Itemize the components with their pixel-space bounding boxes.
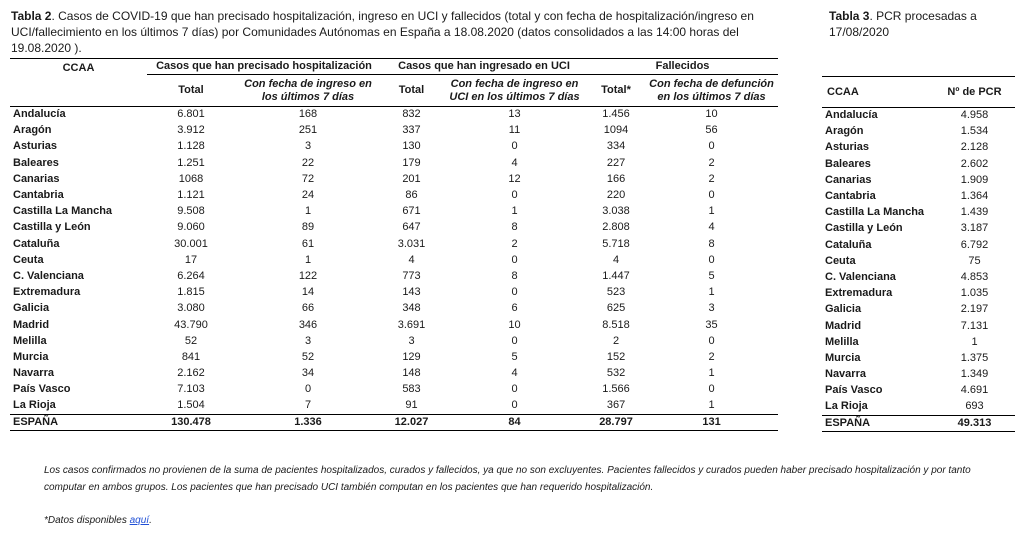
hosp-total-cell: 9.060 <box>177 221 205 234</box>
hosp-total-cell: 130.478 <box>147 414 235 430</box>
ccaa-cell: Navarra <box>13 367 54 380</box>
table-row <box>822 156 1015 172</box>
footnote-data-source <box>44 515 152 526</box>
hosp-total-cell: 43.790 <box>174 318 208 331</box>
uci-7d-cell: 11 <box>508 124 521 137</box>
table3-caption <box>829 8 1009 40</box>
fall-total-cell: 152 <box>606 350 626 363</box>
ccaa-header: CCAA <box>10 59 147 107</box>
table-row <box>10 268 778 284</box>
footnote-explanation: Los casos confirmados no provienen de la suma de pacientes hospitalizados, curados y fallecidos, ya que no son excluyentes. Pacientes fallecidos y curados pueden haber precisado hospitalización y por tanto computar en ambos grupos. Los pacientes que han precisado UCI también computan en los pacientes que han requerido hospitalización. <box>44 465 971 493</box>
fall-total-cell: 227 <box>606 156 626 169</box>
pcr-count-cell: 1 <box>971 335 978 348</box>
hosp-7d-header: Con fecha de ingreso en los últimos 7 días <box>235 75 381 107</box>
hosp-7d-cell: 1 <box>304 205 312 218</box>
uci-total-header: Total <box>381 75 442 107</box>
hosp-total-cell: 6.801 <box>177 108 205 121</box>
uci-total-cell: 4 <box>408 253 415 266</box>
ccaa-cell: Murcia <box>13 350 49 363</box>
uci-7d-cell: 0 <box>511 286 518 299</box>
uci-total-cell: 773 <box>402 269 421 282</box>
table-row <box>822 108 1015 124</box>
table-row <box>10 187 778 203</box>
ccaa-cell: Extremadura <box>825 287 893 300</box>
pcr-count-cell: 1.349 <box>960 368 989 381</box>
hosp-total-cell: 7.103 <box>177 383 205 396</box>
ccaa-cell: Canarias <box>13 172 60 185</box>
pcr-count-cell: 2.128 <box>960 141 989 154</box>
ccaa-cell: Aragón <box>825 125 864 138</box>
ccaa-cell: C. Valenciana <box>13 269 84 282</box>
hosp-total-cell: 1.128 <box>177 140 205 153</box>
table-row <box>822 140 1015 156</box>
hosp-7d-cell: 34 <box>301 367 315 380</box>
uci-total-cell: 91 <box>405 399 418 412</box>
pcr-count-cell: 3.187 <box>960 222 989 235</box>
pcr-count-cell: 4.958 <box>960 109 989 122</box>
hosp-total-cell: 2.162 <box>177 367 205 380</box>
table-row <box>10 171 778 187</box>
table-row <box>10 123 778 139</box>
table-row <box>822 383 1015 399</box>
hosp-7d-cell: 346 <box>298 318 318 331</box>
table-row <box>10 252 778 268</box>
fall-total-cell: 28.797 <box>587 414 645 430</box>
pcr-count-cell: 1.534 <box>960 125 989 138</box>
fall-7d-cell: 1 <box>708 367 715 380</box>
hosp-total-cell: 841 <box>181 350 201 363</box>
uci-total-cell: 201 <box>402 172 421 185</box>
fall-total-cell: 1.456 <box>602 108 630 121</box>
uci-7d-cell: 5 <box>511 350 518 363</box>
fall-total-cell: 166 <box>606 172 626 185</box>
table-row <box>10 398 778 414</box>
hosp-total-cell: 1.121 <box>177 189 205 202</box>
pcr-count-cell: 1.035 <box>960 287 989 300</box>
fall-7d-cell: 4 <box>708 221 715 234</box>
table3-label: Tabla 3 <box>829 9 870 23</box>
uci-total-cell: 3.691 <box>397 318 426 331</box>
table-row <box>822 237 1015 253</box>
hosp-total-header: Total <box>147 75 235 107</box>
fall-7d-cell: 0 <box>708 253 715 266</box>
fall-7d-cell: 0 <box>708 383 715 396</box>
table-row <box>10 236 778 252</box>
fall-7d-header: Con fecha de defunción en los últimos 7 días <box>645 75 778 107</box>
ccaa-cell: Galicia <box>13 302 50 315</box>
hosp-7d-cell: 0 <box>304 383 312 396</box>
table-row <box>822 318 1015 334</box>
fall-total-cell: 2.808 <box>602 221 630 234</box>
uci-7d-cell: 4 <box>511 156 518 169</box>
table-row <box>10 220 778 236</box>
ccaa-cell: Melilla <box>13 334 47 347</box>
fall-total-header: Total* <box>587 75 645 107</box>
table-row <box>10 204 778 220</box>
fall-total-cell: 1.566 <box>602 383 630 396</box>
fall-total-cell: 367 <box>606 399 626 412</box>
footnote-prefix: *Datos disponibles <box>44 515 130 526</box>
fall-total-cell: 4 <box>612 253 620 266</box>
table-row <box>10 301 778 317</box>
total-row <box>10 414 778 430</box>
ccaa-cell: Madrid <box>13 318 50 331</box>
table-row <box>822 399 1015 415</box>
ccaa-cell: Aragón <box>13 124 52 137</box>
table-row <box>10 317 778 333</box>
table-row <box>822 205 1015 221</box>
hosp-7d-cell: 72 <box>301 172 315 185</box>
uci-7d-cell: 0 <box>511 399 518 412</box>
fall-7d-cell: 0 <box>708 189 715 202</box>
table2-caption <box>11 8 781 56</box>
uci-total-cell: 148 <box>402 367 421 380</box>
uci-group-header: Casos que han ingresado en UCI <box>381 59 587 75</box>
table3-caption-text: . PCR procesadas a 17/08/2020 <box>829 9 977 39</box>
ccaa-cell: Madrid <box>825 319 862 332</box>
hosp-7d-cell: 52 <box>301 350 315 363</box>
pcr-count-cell: 49.313 <box>934 415 1015 431</box>
table-row <box>10 285 778 301</box>
table-row <box>822 286 1015 302</box>
uci-7d-cell: 84 <box>442 414 587 430</box>
pcr-count-cell: 693 <box>965 400 984 413</box>
uci-total-cell: 179 <box>402 156 421 169</box>
table-row <box>822 302 1015 318</box>
hosp-7d-cell: 3 <box>304 140 312 153</box>
hosp-7d-cell: 22 <box>301 156 315 169</box>
uci-7d-cell: 10 <box>508 318 521 331</box>
table2-caption-text: . Casos de COVID-19 que han precisado hospitalización, ingreso en UCI y fallecidos (total y con fecha de hospitalización/ingreso en UCI/fallecimiento en los últimos 7 días) por Comunidades Autónomas en España a 18.08.2020 (datos consolidados a las 14:00 horas del 19.08.2020 ). <box>11 9 754 55</box>
uci-total-cell: 86 <box>405 189 418 202</box>
ccaa-cell: Baleares <box>825 157 871 170</box>
pcr-count-cell: 7.131 <box>960 319 989 332</box>
hospitalization-table-body <box>10 107 778 431</box>
total-row <box>822 415 1015 431</box>
uci-7d-cell: 12 <box>508 172 521 185</box>
ccaa-cell: Castilla y León <box>825 222 903 235</box>
table-row <box>822 269 1015 285</box>
ccaa-cell: Melilla <box>825 335 859 348</box>
ccaa-cell: País Vasco <box>13 383 71 396</box>
uci-total-cell: 129 <box>402 350 421 363</box>
fall-7d-cell: 3 <box>708 302 715 315</box>
ccaa-cell: Cataluña <box>13 237 60 250</box>
uci-7d-cell: 0 <box>511 140 518 153</box>
table-row <box>822 253 1015 269</box>
hosp-7d-cell: 1.336 <box>235 414 381 430</box>
hosp-7d-cell: 7 <box>304 399 312 412</box>
pcr-table-body <box>822 108 1015 432</box>
hosp-group-header: Casos que han precisado hospitalización <box>147 59 381 75</box>
ccaa-cell: Canarias <box>825 173 872 186</box>
fall-7d-cell: 5 <box>708 269 715 282</box>
uci-total-cell: 12.027 <box>381 414 442 430</box>
fall-total-cell: 334 <box>606 140 626 153</box>
uci-7d-cell: 0 <box>511 334 518 347</box>
hosp-total-cell: 1.504 <box>177 399 205 412</box>
fall-total-cell: 5.718 <box>602 237 630 250</box>
table-row <box>10 382 778 398</box>
uci-7d-cell: 0 <box>511 189 518 202</box>
uci-total-cell: 647 <box>402 221 421 234</box>
ccaa-cell: Andalucía <box>825 109 878 122</box>
uci-total-cell: 3.031 <box>397 237 426 250</box>
uci-7d-cell: 4 <box>511 367 518 380</box>
ccaa-cell: Baleares <box>13 156 59 169</box>
ccaa-cell: Cataluña <box>825 238 872 251</box>
hospitalization-table <box>10 58 778 431</box>
pcr-count-cell: 2.197 <box>960 303 989 316</box>
uci-7d-cell: 2 <box>511 237 518 250</box>
uci-total-cell: 337 <box>402 124 421 137</box>
fall-total-cell: 220 <box>606 189 626 202</box>
uci-total-cell: 671 <box>402 205 421 218</box>
hosp-7d-cell: 3 <box>304 334 312 347</box>
table-row <box>822 334 1015 350</box>
hosp-total-cell: 1068 <box>178 172 204 185</box>
ccaa-cell: Castilla La Mancha <box>13 205 113 218</box>
fall-total-cell: 532 <box>606 367 626 380</box>
ccaa-cell: La Rioja <box>825 400 868 413</box>
table-row <box>10 155 778 171</box>
fall-group-header: Fallecidos <box>587 59 778 75</box>
ccaa-cell: Asturias <box>825 141 870 154</box>
hosp-7d-cell: 122 <box>298 269 318 282</box>
uci-7d-cell: 8 <box>511 269 518 282</box>
pcr-count-cell: 4.691 <box>960 384 989 397</box>
hosp-total-cell: 17 <box>184 253 198 266</box>
fall-7d-cell: 0 <box>708 334 715 347</box>
ccaa-cell: La Rioja <box>13 399 56 412</box>
pcr-count-cell: 4.853 <box>960 270 989 283</box>
pcr-count-cell: 1.909 <box>960 173 989 186</box>
fall-total-cell: 1.447 <box>602 269 630 282</box>
ccaa-cell: Navarra <box>825 368 866 381</box>
ccaa-cell: Andalucía <box>13 108 66 121</box>
uci-total-cell: 583 <box>402 383 421 396</box>
ccaa-cell: País Vasco <box>825 384 883 397</box>
hosp-7d-cell: 14 <box>301 286 315 299</box>
hosp-total-cell: 3.080 <box>177 302 205 315</box>
ccaa-cell: ESPAÑA <box>822 415 934 431</box>
table-row <box>10 349 778 365</box>
table-row <box>822 367 1015 383</box>
table-row <box>10 139 778 155</box>
fall-total-cell: 8.518 <box>602 318 630 331</box>
pcr-count-cell: 75 <box>968 254 981 267</box>
fall-7d-cell: 2 <box>708 156 715 169</box>
uci-7d-header: Con fecha de ingreso en UCI en los últimos 7 días <box>442 75 587 107</box>
pcr-count-header: Nº de PCR <box>934 77 1015 108</box>
ccaa-cell: Ceuta <box>13 253 44 266</box>
pcr-ccaa-header: CCAA <box>822 77 934 108</box>
hosp-total-cell: 1.815 <box>177 286 205 299</box>
fall-7d-cell: 1 <box>708 399 715 412</box>
ccaa-cell: Asturias <box>13 140 58 153</box>
ccaa-cell: Extremadura <box>13 286 81 299</box>
footnote-suffix: . <box>149 515 152 526</box>
ccaa-cell: Murcia <box>825 351 861 364</box>
pcr-count-cell: 1.375 <box>960 351 989 364</box>
hosp-7d-cell: 168 <box>298 108 318 121</box>
ccaa-cell: Cantabria <box>825 190 876 203</box>
ccaa-cell: C. Valenciana <box>825 270 896 283</box>
data-available-link[interactable]: aquí <box>129 515 150 526</box>
table-row <box>822 124 1015 140</box>
pcr-count-cell: 1.439 <box>960 206 989 219</box>
table-row <box>10 366 778 382</box>
ccaa-cell: ESPAÑA <box>10 414 147 430</box>
uci-7d-cell: 6 <box>511 302 518 315</box>
hosp-7d-cell: 61 <box>301 237 315 250</box>
uci-total-cell: 348 <box>402 302 421 315</box>
table-row <box>822 221 1015 237</box>
table-row <box>822 172 1015 188</box>
table-row <box>10 333 778 349</box>
hosp-total-cell: 6.264 <box>177 269 205 282</box>
uci-total-cell: 143 <box>402 286 421 299</box>
fall-7d-cell: 8 <box>708 237 715 250</box>
hosp-7d-cell: 66 <box>301 302 315 315</box>
uci-7d-cell: 1 <box>511 205 518 218</box>
pcr-table <box>822 76 1015 432</box>
hosp-total-cell: 1.251 <box>177 156 205 169</box>
fall-7d-cell: 131 <box>645 414 778 430</box>
hosp-7d-cell: 251 <box>298 124 318 137</box>
fall-total-cell: 625 <box>606 302 626 315</box>
pcr-count-cell: 2.602 <box>960 157 989 170</box>
fall-7d-cell: 2 <box>708 350 715 363</box>
table-row <box>10 107 778 123</box>
hosp-7d-cell: 89 <box>301 221 315 234</box>
uci-7d-cell: 0 <box>511 383 518 396</box>
hosp-total-cell: 52 <box>184 334 198 347</box>
fall-7d-cell: 0 <box>708 140 715 153</box>
uci-total-cell: 130 <box>402 140 421 153</box>
hosp-total-cell: 3.912 <box>177 124 205 137</box>
pcr-count-cell: 6.792 <box>960 238 989 251</box>
hosp-total-cell: 9.508 <box>177 205 205 218</box>
uci-7d-cell: 0 <box>511 253 518 266</box>
table-row <box>822 188 1015 204</box>
ccaa-cell: Cantabria <box>13 189 64 202</box>
fall-total-cell: 523 <box>606 286 626 299</box>
uci-7d-cell: 8 <box>511 221 518 234</box>
pcr-count-cell: 1.364 <box>960 190 989 203</box>
uci-total-cell: 832 <box>402 108 421 121</box>
fall-7d-cell: 35 <box>705 318 718 331</box>
uci-7d-cell: 13 <box>508 108 521 121</box>
uci-total-cell: 3 <box>408 334 415 347</box>
fall-7d-cell: 2 <box>708 172 715 185</box>
ccaa-cell: Ceuta <box>825 254 856 267</box>
hosp-total-cell: 30.001 <box>174 237 208 250</box>
fall-7d-cell: 1 <box>708 205 715 218</box>
ccaa-cell: Galicia <box>825 303 862 316</box>
table-row <box>822 350 1015 366</box>
fall-total-cell: 3.038 <box>602 205 630 218</box>
fall-total-cell: 2 <box>612 334 620 347</box>
fall-7d-cell: 1 <box>708 286 715 299</box>
fall-7d-cell: 10 <box>705 108 718 121</box>
fall-7d-cell: 56 <box>705 124 718 137</box>
hosp-7d-cell: 1 <box>304 253 312 266</box>
table2-label: Tabla 2 <box>11 9 52 23</box>
ccaa-cell: Castilla La Mancha <box>825 206 925 219</box>
fall-total-cell: 1094 <box>603 124 629 137</box>
ccaa-cell: Castilla y León <box>13 221 91 234</box>
hosp-7d-cell: 24 <box>301 189 315 202</box>
